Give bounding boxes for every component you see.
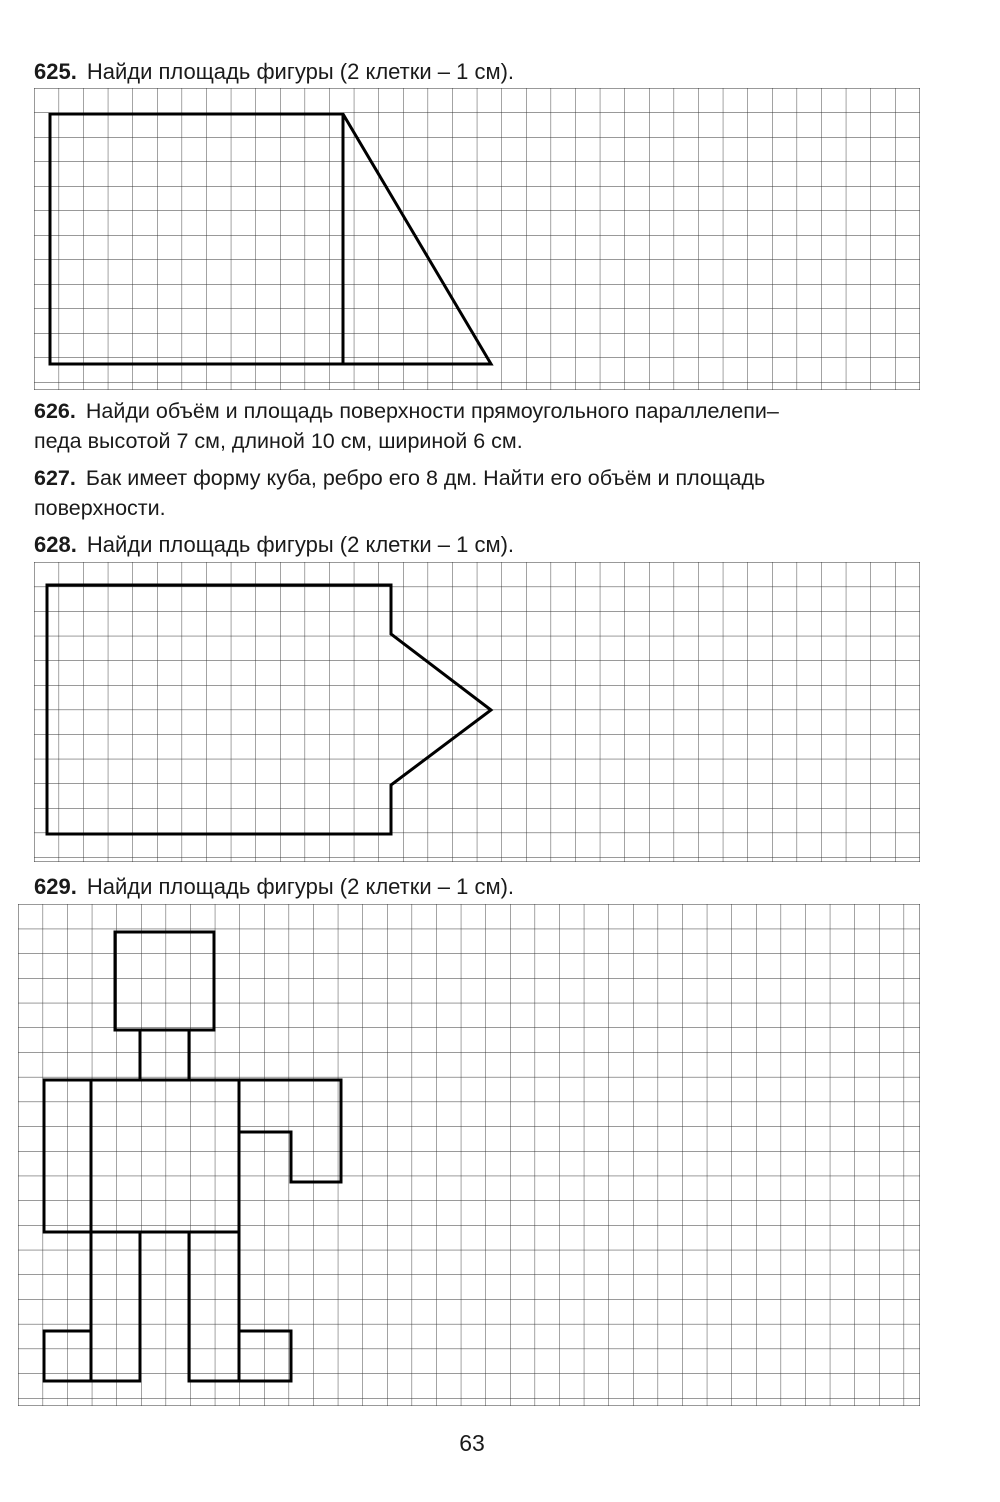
task-629-heading bbox=[34, 872, 514, 902]
grid-625 bbox=[34, 88, 920, 390]
task-text: Найди площадь фигуры (2 клетки – 1 см). bbox=[86, 532, 515, 557]
task-text: Найди площадь фигуры (2 клетки – 1 см). bbox=[86, 874, 515, 899]
task-626-line1 bbox=[34, 396, 932, 426]
page-number: 63 bbox=[459, 1430, 485, 1456]
task-text: Бак имеет форму куба, ребро его 8 дм. Найти его объём и площадь bbox=[85, 466, 766, 490]
task-627-paragraph bbox=[34, 463, 932, 523]
task-text: Найди площадь фигуры (2 клетки – 1 см). bbox=[86, 59, 515, 84]
task-626-paragraph bbox=[34, 396, 932, 456]
task-number: 627. bbox=[34, 466, 76, 490]
task-628-heading bbox=[34, 530, 514, 560]
grid-628 bbox=[34, 562, 920, 862]
task-number: 629. bbox=[34, 874, 77, 899]
grid-629 bbox=[18, 904, 920, 1406]
task-number: 628. bbox=[34, 532, 77, 557]
task-625-heading bbox=[34, 57, 514, 87]
task-626-line2: педа высотой 7 см, длиной 10 см, шириной 6 см. bbox=[34, 429, 523, 453]
task-number: 626. bbox=[34, 399, 76, 423]
task-627-line2: поверхности. bbox=[34, 496, 166, 520]
task-text: Найди объём и площадь поверхности прямоугольного параллелепи– bbox=[85, 399, 779, 423]
task-627-line1 bbox=[34, 463, 932, 493]
task-number: 625. bbox=[34, 59, 77, 84]
